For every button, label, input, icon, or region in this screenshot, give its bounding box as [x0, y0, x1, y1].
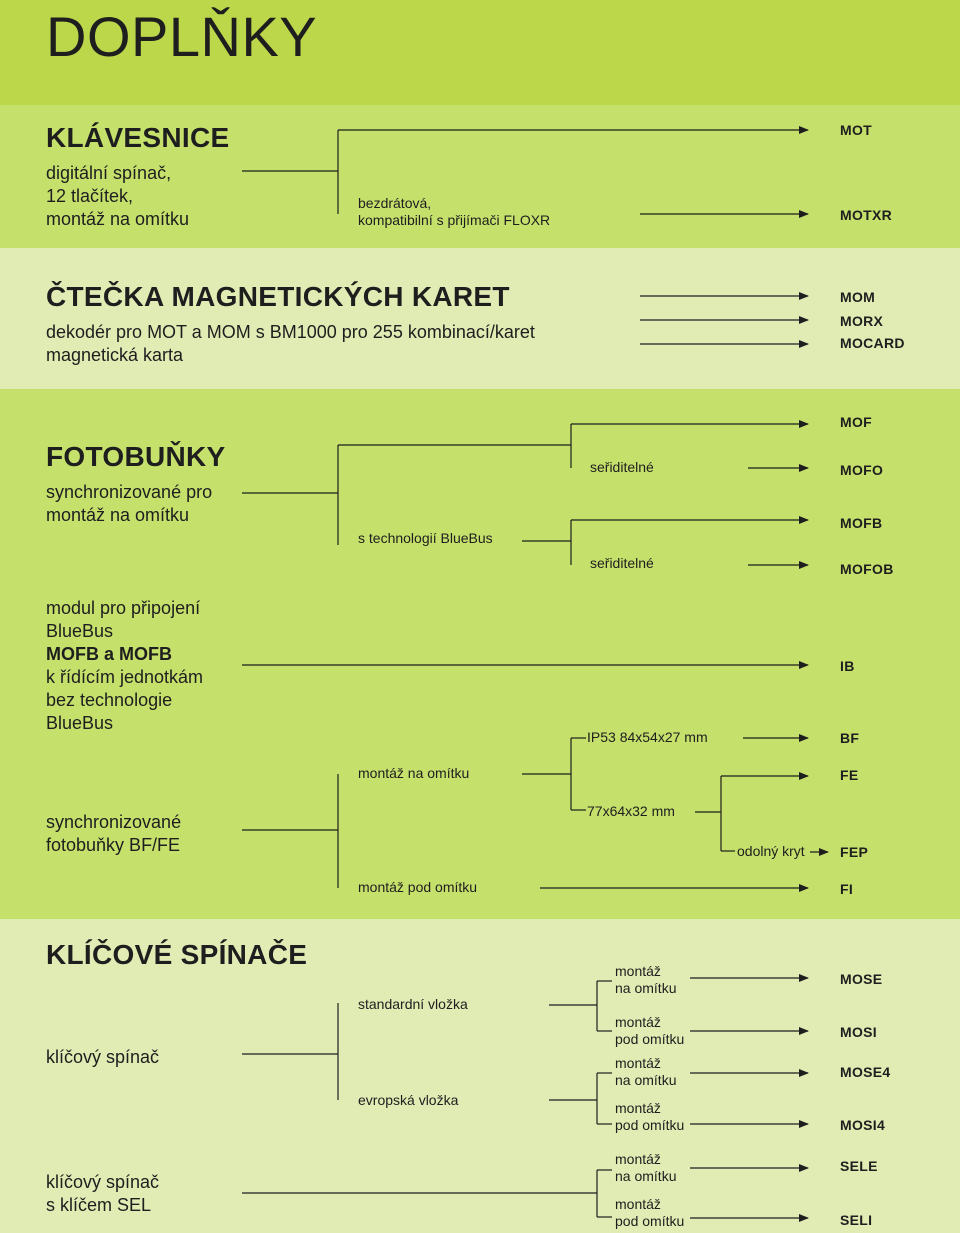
mount-surface-3b: na omítku: [615, 1168, 677, 1184]
module-desc-2: BlueBus: [46, 621, 114, 641]
code-sele: SELE: [840, 1158, 878, 1174]
mount-surface-1b: na omítku: [615, 980, 677, 996]
code-mosi4: MOSI4: [840, 1117, 886, 1133]
mount-flush-1a: montáž: [615, 1014, 661, 1030]
mount-flush-1b: pod omítku: [615, 1031, 685, 1047]
spinace-desc-2b: s klíčem SEL: [46, 1195, 152, 1215]
ctecka-heading: ČTEČKA MAGNETICKÝCH KARET: [46, 281, 510, 312]
mount-surface-2b: na omítku: [615, 1072, 677, 1088]
code-mocard: MOCARD: [840, 335, 905, 351]
mount-flush-2a: montáž: [615, 1100, 661, 1116]
ctecka-desc-1: dekodér pro MOT a MOM s BM1000 pro 255 kombinací/karet: [46, 322, 535, 342]
klavesnice-heading: KLÁVESNICE: [46, 122, 230, 153]
code-fe: FE: [840, 767, 859, 783]
sync-dim-2: 77x64x32 mm: [587, 803, 675, 819]
fotobunky-bluebus-label: s technologií BlueBus: [358, 530, 493, 546]
fotobunky-heading: FOTOBUŇKY: [46, 441, 226, 472]
code-mot: MOT: [840, 122, 873, 138]
sync-rugged-label: odolný kryt: [737, 843, 805, 859]
sync-desc-2: fotobuňky BF/FE: [46, 835, 181, 855]
module-desc-4: bez technologie: [46, 690, 173, 710]
klavesnice-desc-2: 12 tlačítek,: [46, 186, 134, 206]
code-mof: MOF: [840, 414, 873, 430]
spinace-euro-label: evropská vložka: [358, 1092, 459, 1108]
klavesnice-desc-3: montáž na omítku: [46, 209, 190, 229]
sync-desc-1: synchronizované: [46, 812, 182, 832]
mount-flush-3b: pod omítku: [615, 1213, 685, 1229]
code-mofob: MOFOB: [840, 561, 894, 577]
klavesnice-wireless-1: bezdrátová,: [358, 195, 432, 211]
code-mom: MOM: [840, 289, 876, 305]
sync-flush-label: montáž pod omítku: [358, 879, 478, 895]
code-morx: MORX: [840, 313, 884, 329]
klavesnice-desc-1: digitální spínač,: [46, 163, 172, 183]
module-desc-5: BlueBus: [46, 713, 114, 733]
spinace-desc-1: klíčový spínač: [46, 1047, 160, 1067]
mount-flush-2b: pod omítku: [615, 1117, 685, 1133]
module-desc-3: k řídícím jednotkám: [46, 667, 204, 687]
module-desc-bold: MOFB a MOFB: [46, 644, 172, 664]
code-seli: SELI: [840, 1212, 873, 1228]
fotobunky-desc-1: synchronizované pro: [46, 482, 213, 502]
sync-dim-1: IP53 84x54x27 mm: [587, 729, 708, 745]
code-mose: MOSE: [840, 971, 883, 987]
sync-surface-label: montáž na omítku: [358, 765, 470, 781]
mount-surface-2a: montáž: [615, 1055, 661, 1071]
mount-surface-1a: montáž: [615, 963, 661, 979]
code-fi: FI: [840, 881, 854, 897]
ctecka-desc-2: magnetická karta: [46, 345, 184, 365]
code-fep: FEP: [840, 844, 869, 860]
code-motxr: MOTXR: [840, 207, 893, 223]
mount-flush-3a: montáž: [615, 1196, 661, 1212]
code-mofo: MOFO: [840, 462, 884, 478]
code-ib: IB: [840, 658, 855, 674]
spinace-heading: KLÍČOVÉ SPÍNAČE: [46, 939, 308, 970]
page-title: DOPLŇKY: [46, 5, 318, 68]
spinace-standard-label: standardní vložka: [358, 996, 468, 1012]
fotobunky-adjustable-2: seřiditelné: [590, 555, 654, 571]
spinace-desc-2a: klíčový spínač: [46, 1172, 160, 1192]
code-mofb: MOFB: [840, 515, 883, 531]
fotobunky-adjustable-1: seřiditelné: [590, 459, 654, 475]
code-bf: BF: [840, 730, 860, 746]
fotobunky-desc-2: montáž na omítku: [46, 505, 190, 525]
module-desc-1: modul pro připojení: [46, 598, 201, 618]
code-mose4: MOSE4: [840, 1064, 891, 1080]
mount-surface-3a: montáž: [615, 1151, 661, 1167]
code-mosi: MOSI: [840, 1024, 877, 1040]
klavesnice-wireless-2: kompatibilní s přijímači FLOXR: [358, 212, 551, 228]
